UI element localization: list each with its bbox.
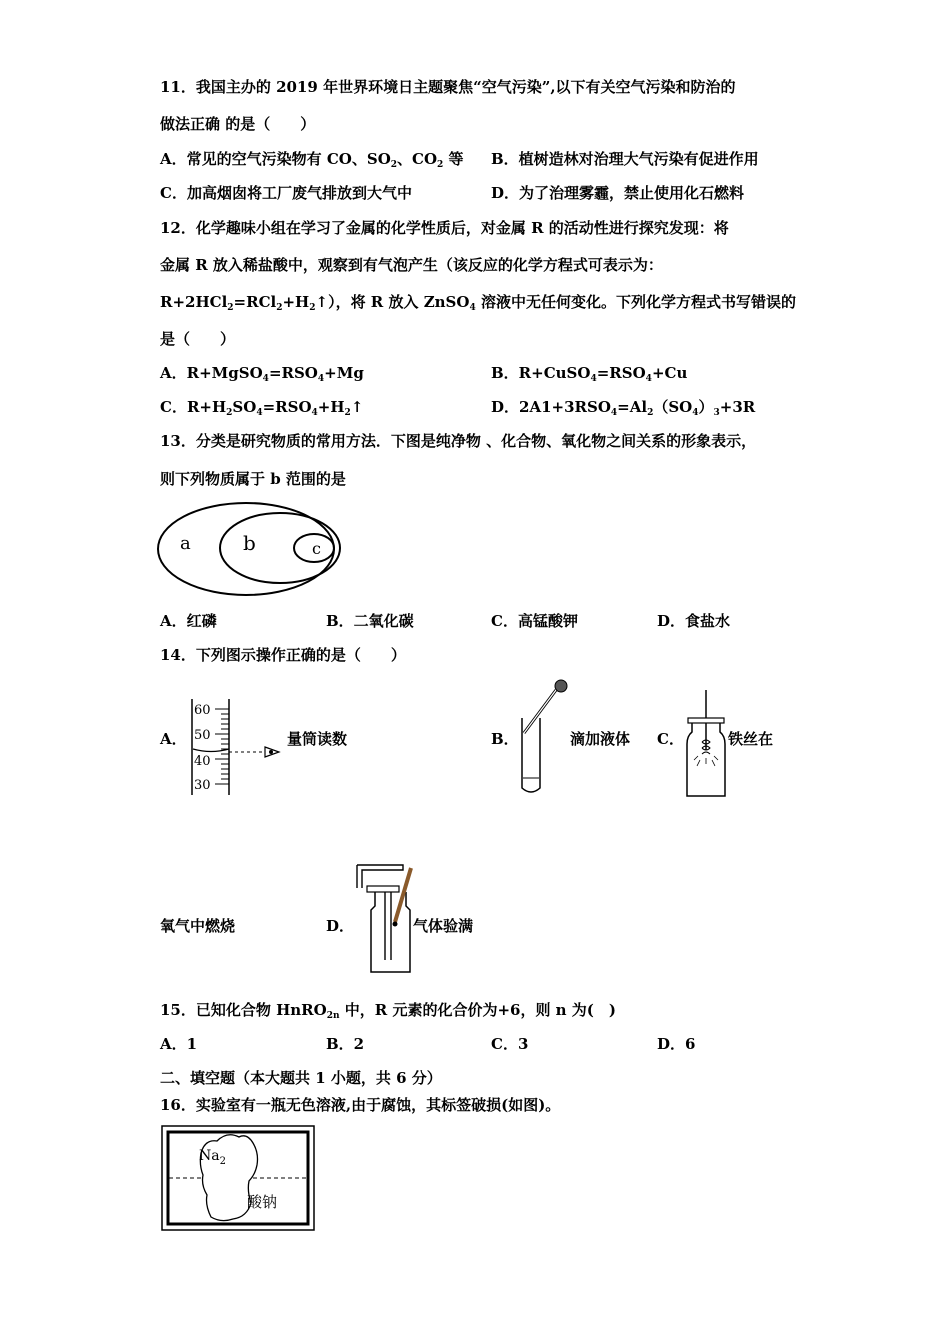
- q15-option-c: C．3: [491, 1035, 529, 1053]
- q13-option-d: D．食盐水: [657, 612, 731, 630]
- q12-option-b: B．$R+CuSO_4=RSO_4+Cu$: [491, 364, 688, 384]
- q14-option-c-label-cont: 氧气中燃烧: [160, 917, 236, 935]
- q14-option-c-label: 铁丝在: [728, 730, 774, 748]
- q12-option-a: A．$R+MgSO_4=RSO_4+Mg$: [160, 364, 364, 384]
- scale-30: 30: [194, 778, 211, 793]
- q13-stem-line1: 13．分类是研究物质的常用方法．下图是纯净物 、化合物、氧化物之间关系的形象表示，: [160, 432, 757, 450]
- scale-50: 50: [194, 728, 211, 743]
- damaged-label-figure: [161, 1125, 315, 1231]
- dropper-test-tube-icon: [512, 678, 572, 798]
- nested-ellipses-diagram: [150, 496, 350, 606]
- q11-option-d: D．为了治理雾霾，禁止使用化石燃料: [491, 184, 745, 202]
- q14-option-b-letter: B．: [491, 730, 519, 748]
- scale-40: 40: [194, 754, 211, 769]
- q13-option-b: B．二氧化碳: [326, 612, 414, 630]
- q15-option-a: A．1: [160, 1035, 198, 1053]
- q15-option-d: D．6: [657, 1035, 696, 1053]
- q13-option-c: C．高锰酸钾: [491, 612, 578, 630]
- q12-option-d: D．$2A1+3RSO_4=Al_2(SO_4)_3+3R$: [491, 398, 756, 418]
- ellipse-label-c: c: [312, 539, 321, 558]
- ellipse-label-b: b: [243, 531, 256, 555]
- q12-stem-line2: 金属 R 放入稀盐酸中，观察到有气泡产生（该反应的化学方程式可表示为：: [160, 256, 663, 274]
- q11-stem-line2: 做法正确 的是（ ）: [160, 115, 316, 133]
- iron-wire-burning-bottle-icon: [684, 690, 734, 800]
- q15-option-b: B．2: [326, 1035, 365, 1053]
- label-text-na: $Na_2$: [199, 1148, 226, 1167]
- q11-option-b: B．植树造林对治理大气污染有促进作用: [491, 150, 759, 168]
- q12-stem-line3: $R+2HCl_2=RCl_2+H_2↑$），将 R 放入 ZnSO$_4$ 溶液中无任何变化。下列化学方程式书写错误的: [160, 293, 796, 313]
- q11-option-c: C．加高烟囱将工厂废气排放到大气中: [160, 184, 412, 202]
- q14-option-c-letter: C．: [657, 730, 684, 748]
- q14-stem: 14．下列图示操作正确的是（ ）: [160, 646, 406, 664]
- graduated-cylinder-reading-icon: [185, 697, 285, 797]
- q12-option-c: C．$R+H_2SO_4=RSO_4+H_2↑$: [160, 398, 364, 418]
- q14-option-a-label: 量筒读数: [287, 730, 348, 748]
- q12-stem-line4: 是（ ）: [160, 330, 236, 348]
- q11-stem-line1: 11．我国主办的 2019 年世界环境日主题聚焦“空气污染”,以下有关空气污染和防治的: [160, 78, 736, 96]
- q16-stem: 16．实验室有一瓶无色溶液,由于腐蚀，其标签破损(如图)。: [160, 1096, 561, 1114]
- q13-stem-line2: 则下列物质属于 b 范围的是: [160, 470, 346, 488]
- scale-60: 60: [194, 703, 211, 718]
- section-heading: 二、填空题（本大题共 1 小题，共 6 分）: [160, 1069, 442, 1087]
- q15-stem: 15．已知化合物 HnRO$_{2n}$ 中，R 元素的化合价为+6，则 n 为( ): [160, 1001, 616, 1021]
- q14-option-d-label: 气体验满: [413, 917, 474, 935]
- ellipse-label-a: a: [180, 533, 191, 554]
- label-text-suanna: 酸钠: [247, 1193, 278, 1211]
- q12-stem-line1: 12．化学趣味小组在学习了金属的化学性质后，对金属 R 的活动性进行探究发现：将: [160, 219, 729, 237]
- q11-option-a: A．常见的空气污染物有 CO、$SO_2$、$CO_2$ 等: [160, 150, 464, 170]
- q14-option-d-letter: D．: [326, 917, 355, 935]
- q14-option-a-letter: A．: [160, 730, 187, 748]
- q13-option-a: A．红磷: [160, 612, 217, 630]
- q14-option-b-label: 滴加液体: [570, 730, 631, 748]
- ellipse-b: [220, 513, 340, 583]
